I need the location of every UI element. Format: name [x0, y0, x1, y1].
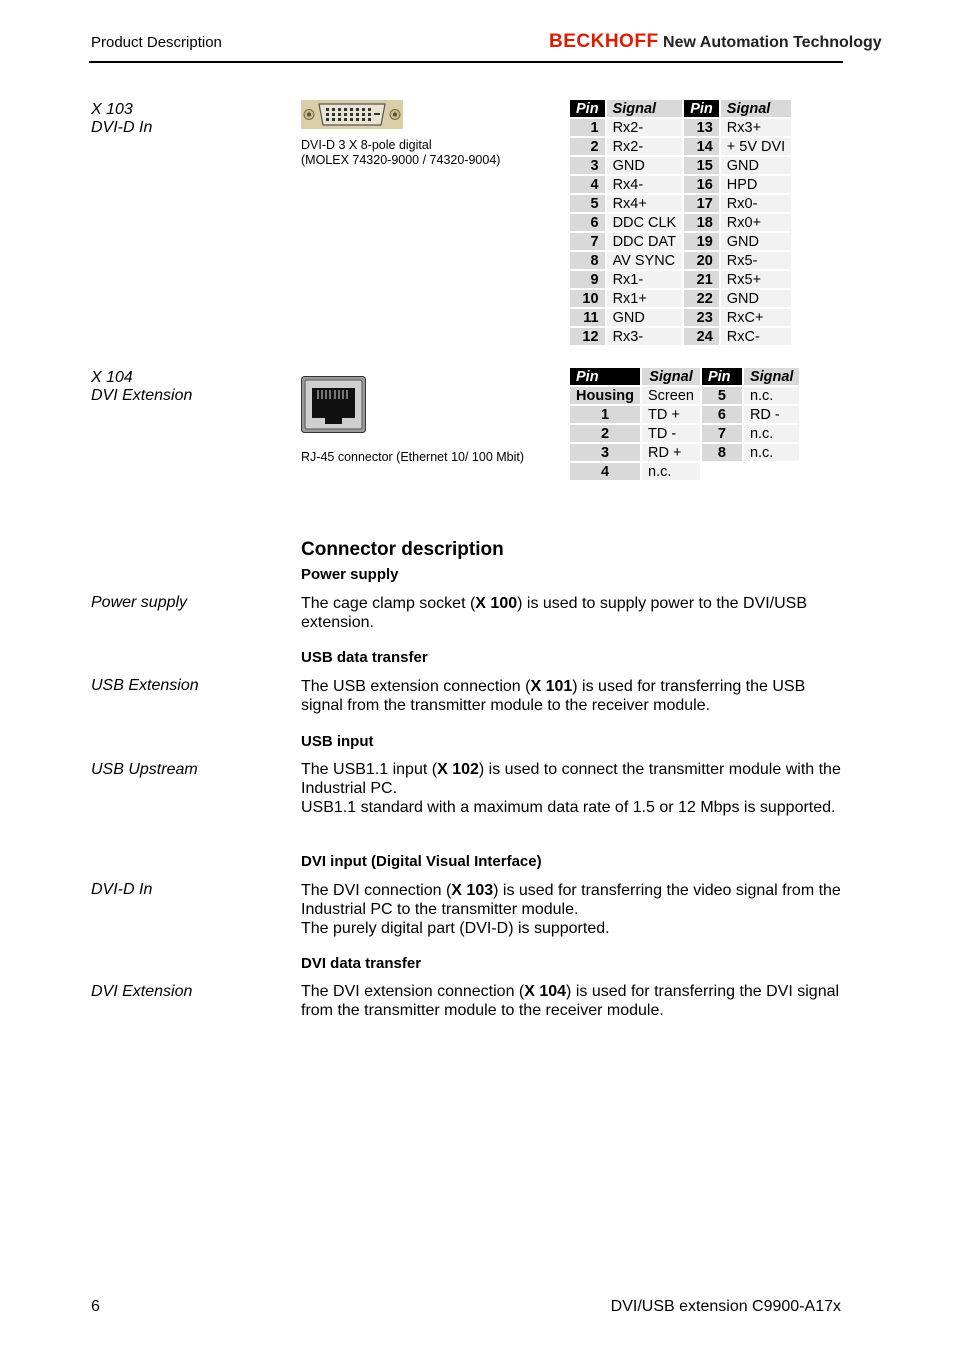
- table-header: Pin: [570, 100, 605, 117]
- paragraph-usb-upstream: [301, 760, 841, 817]
- pin-cell: 7: [570, 233, 605, 250]
- paragraph-usb-extension: [301, 677, 841, 715]
- table-header: Pin: [684, 100, 719, 117]
- paragraph-line: [301, 881, 841, 919]
- connector-id: X 104: [524, 983, 567, 1000]
- signal-cell: HPD: [721, 176, 791, 193]
- paragraph-text: The DVI extension connection (: [301, 983, 525, 1000]
- table-row: [570, 195, 791, 212]
- connector-id: X 101: [530, 678, 573, 695]
- paragraph-text: ) is used for transferring the DVI signal from the transmitter module to the receiver module.: [301, 983, 840, 1019]
- signal-cell: RD -: [744, 406, 800, 423]
- subtitle-usb-input: USB input: [301, 733, 374, 750]
- side-label-power-supply: Power supply: [91, 594, 188, 611]
- signal-cell: TD -: [642, 425, 700, 442]
- signal-cell: GND: [721, 157, 791, 174]
- subtitle-dvi-input: DVI input (Digital Visual Interface): [301, 853, 542, 870]
- paragraph-text: ) is used to connect the transmitter module with the Industrial PC.: [301, 761, 841, 797]
- pin-cell: 6: [570, 214, 605, 231]
- x104-pin-table-wrap: [568, 366, 801, 482]
- table-row: [570, 387, 799, 404]
- signal-cell: n.c.: [744, 444, 800, 461]
- x103-label-name: DVI-D In: [91, 119, 153, 136]
- header-rule: [89, 61, 843, 63]
- x104-label: [91, 369, 192, 405]
- signal-cell: Screen: [642, 387, 700, 404]
- brand-tagline: New Automation Technology: [663, 34, 882, 51]
- signal-cell: Rx4+: [607, 195, 683, 212]
- signal-cell: n.c.: [744, 387, 800, 404]
- dvi-connector-image: [301, 100, 403, 134]
- table-header: Pin: [702, 368, 742, 385]
- signal-cell: GND: [607, 309, 683, 326]
- table-header: Signal: [721, 100, 791, 117]
- table-row: [570, 271, 791, 288]
- pin-cell: 21: [684, 271, 719, 288]
- footer-doc-title: DVI/USB extension C9900-A17x: [610, 1298, 841, 1315]
- x104-label-id: X 104: [91, 369, 133, 386]
- pin-cell: 19: [684, 233, 719, 250]
- side-label-dvi-extension: DVI Extension: [91, 983, 193, 1000]
- pin-cell: 10: [570, 290, 605, 307]
- signal-cell: GND: [721, 233, 791, 250]
- header-section-title: Product Description: [91, 34, 222, 51]
- pin-cell: 23: [684, 309, 719, 326]
- side-label-usb-upstream: USB Upstream: [91, 761, 198, 778]
- table-row: [570, 176, 791, 193]
- table-row: [570, 214, 791, 231]
- pin-cell: 4: [570, 176, 605, 193]
- signal-cell: Rx4-: [607, 176, 683, 193]
- x103-label-id: X 103: [91, 101, 133, 118]
- pin-cell: 16: [684, 176, 719, 193]
- pin-cell: 22: [684, 290, 719, 307]
- signal-cell: Rx1+: [607, 290, 683, 307]
- pin-cell: 5: [570, 195, 605, 212]
- pin-cell: 2: [570, 138, 605, 155]
- rj45-connector-image: [301, 376, 366, 438]
- signal-cell: DDC CLK: [607, 214, 683, 231]
- subtitle-usb-data-transfer: USB data transfer: [301, 649, 428, 666]
- signal-cell: Rx2-: [607, 119, 683, 136]
- pin-cell: 1: [570, 119, 605, 136]
- table-row: [570, 119, 791, 136]
- paragraph-extra: USB1.1 standard with a maximum data rate of 1.5 or 12 Mbps is supported.: [301, 799, 836, 816]
- pin-cell: 9: [570, 271, 605, 288]
- table-row: [570, 138, 791, 155]
- x103-label: [91, 101, 152, 137]
- subtitle-dvi-data-transfer: DVI data transfer: [301, 955, 422, 972]
- signal-cell: + 5V DVI: [721, 138, 791, 155]
- rj45-connector-icon: [301, 376, 366, 433]
- signal-cell: Rx1-: [607, 271, 683, 288]
- paragraph-text: The USB extension connection (: [301, 678, 531, 695]
- pin-cell: 13: [684, 119, 719, 136]
- signal-cell: RD +: [642, 444, 700, 461]
- paragraph-text: ) is used for transferring the USB signal from the transmitter module to the receiver module.: [301, 678, 806, 714]
- x104-label-name: DVI Extension: [91, 387, 193, 404]
- signal-cell: Rx5-: [721, 252, 791, 269]
- signal-cell: TD +: [642, 406, 700, 423]
- signal-cell: Rx0+: [721, 214, 791, 231]
- pin-cell: 20: [684, 252, 719, 269]
- table-row: [570, 425, 799, 442]
- connector-id: X 102: [437, 761, 479, 778]
- page-number: 6: [91, 1298, 100, 1315]
- table-row: [570, 252, 791, 269]
- pin-cell: 8: [702, 444, 742, 461]
- x103-pin-table-wrap: [568, 98, 793, 347]
- paragraph-text: The USB1.1 input (: [301, 761, 438, 778]
- pin-cell: [702, 463, 742, 480]
- table-row: [570, 157, 791, 174]
- pin-cell: 14: [684, 138, 719, 155]
- signal-cell: GND: [721, 290, 791, 307]
- signal-cell: Rx3-: [607, 328, 683, 345]
- signal-cell: Rx0-: [721, 195, 791, 212]
- table-row: [570, 406, 799, 423]
- x104-caption: RJ-45 connector (Ethernet 10/ 100 Mbit): [301, 450, 525, 464]
- table-row: [570, 328, 791, 345]
- pin-cell: 1: [570, 406, 640, 423]
- connector-id: X 103: [451, 882, 494, 899]
- signal-cell: n.c.: [744, 425, 800, 442]
- signal-cell: DDC DAT: [607, 233, 683, 250]
- table-header: Signal: [744, 368, 800, 385]
- signal-cell: Rx5+: [721, 271, 791, 288]
- x103-caption: [301, 138, 500, 168]
- pin-cell: 5: [702, 387, 742, 404]
- pin-cell: 2: [570, 425, 640, 442]
- table-header: Signal: [607, 100, 683, 117]
- signal-cell: n.c.: [642, 463, 700, 480]
- side-label-usb-extension: USB Extension: [91, 677, 199, 694]
- pin-cell: 3: [570, 157, 605, 174]
- table-row: [570, 290, 791, 307]
- table-row: [570, 444, 799, 461]
- table-header: Signal: [642, 368, 700, 385]
- pin-cell: 24: [684, 328, 719, 345]
- table-header: Pin: [570, 368, 640, 385]
- paragraph-power-supply: [301, 594, 841, 632]
- table-row: [570, 309, 791, 326]
- paragraph-text: The DVI connection (: [301, 882, 452, 899]
- pin-cell: 15: [684, 157, 719, 174]
- x103-caption-line2: (MOLEX 74320-9000 / 74320-9004): [301, 153, 501, 167]
- signal-cell: [744, 463, 800, 480]
- paragraph-extra: The purely digital part (DVI-D) is supported.: [301, 920, 610, 937]
- pin-cell: Housing: [570, 387, 640, 404]
- connector-id: X 100: [475, 595, 518, 612]
- pin-cell: 18: [684, 214, 719, 231]
- signal-cell: Rx3+: [721, 119, 791, 136]
- signal-cell: Rx2-: [607, 138, 683, 155]
- connector-description-title: Connector description: [301, 539, 504, 560]
- signal-cell: AV SYNC: [607, 252, 683, 269]
- paragraph-text: ) is used to supply power to the DVI/USB extension.: [301, 595, 808, 631]
- signal-cell: RxC+: [721, 309, 791, 326]
- brand-logo: [549, 31, 882, 53]
- x103-caption-line1: DVI-D 3 X 8-pole digital: [301, 138, 432, 152]
- paragraph-dvi-d-in: [301, 881, 841, 938]
- x103-pin-table: [568, 98, 793, 347]
- pin-cell: 11: [570, 309, 605, 326]
- signal-cell: GND: [607, 157, 683, 174]
- pin-cell: 8: [570, 252, 605, 269]
- pin-cell: 12: [570, 328, 605, 345]
- table-row: [570, 233, 791, 250]
- pin-cell: 17: [684, 195, 719, 212]
- paragraph-line: [301, 760, 841, 798]
- brand-name: BECKHOFF: [549, 31, 659, 52]
- dvi-connector-icon: [301, 100, 403, 129]
- paragraph-text: The cage clamp socket (: [301, 595, 476, 612]
- pin-cell: 4: [570, 463, 640, 480]
- signal-cell: RxC-: [721, 328, 791, 345]
- subtitle-power-supply: Power supply: [301, 566, 399, 583]
- pin-cell: 3: [570, 444, 640, 461]
- paragraph-text: ) is used for transferring the video signal from the Industrial PC to the transmitter module.: [301, 882, 841, 918]
- x104-pin-table: [568, 366, 801, 482]
- pin-cell: 6: [702, 406, 742, 423]
- side-label-dvi-d-in: DVI-D In: [91, 881, 153, 898]
- table-row: [570, 463, 799, 480]
- pin-cell: 7: [702, 425, 742, 442]
- paragraph-dvi-extension: [301, 982, 841, 1020]
